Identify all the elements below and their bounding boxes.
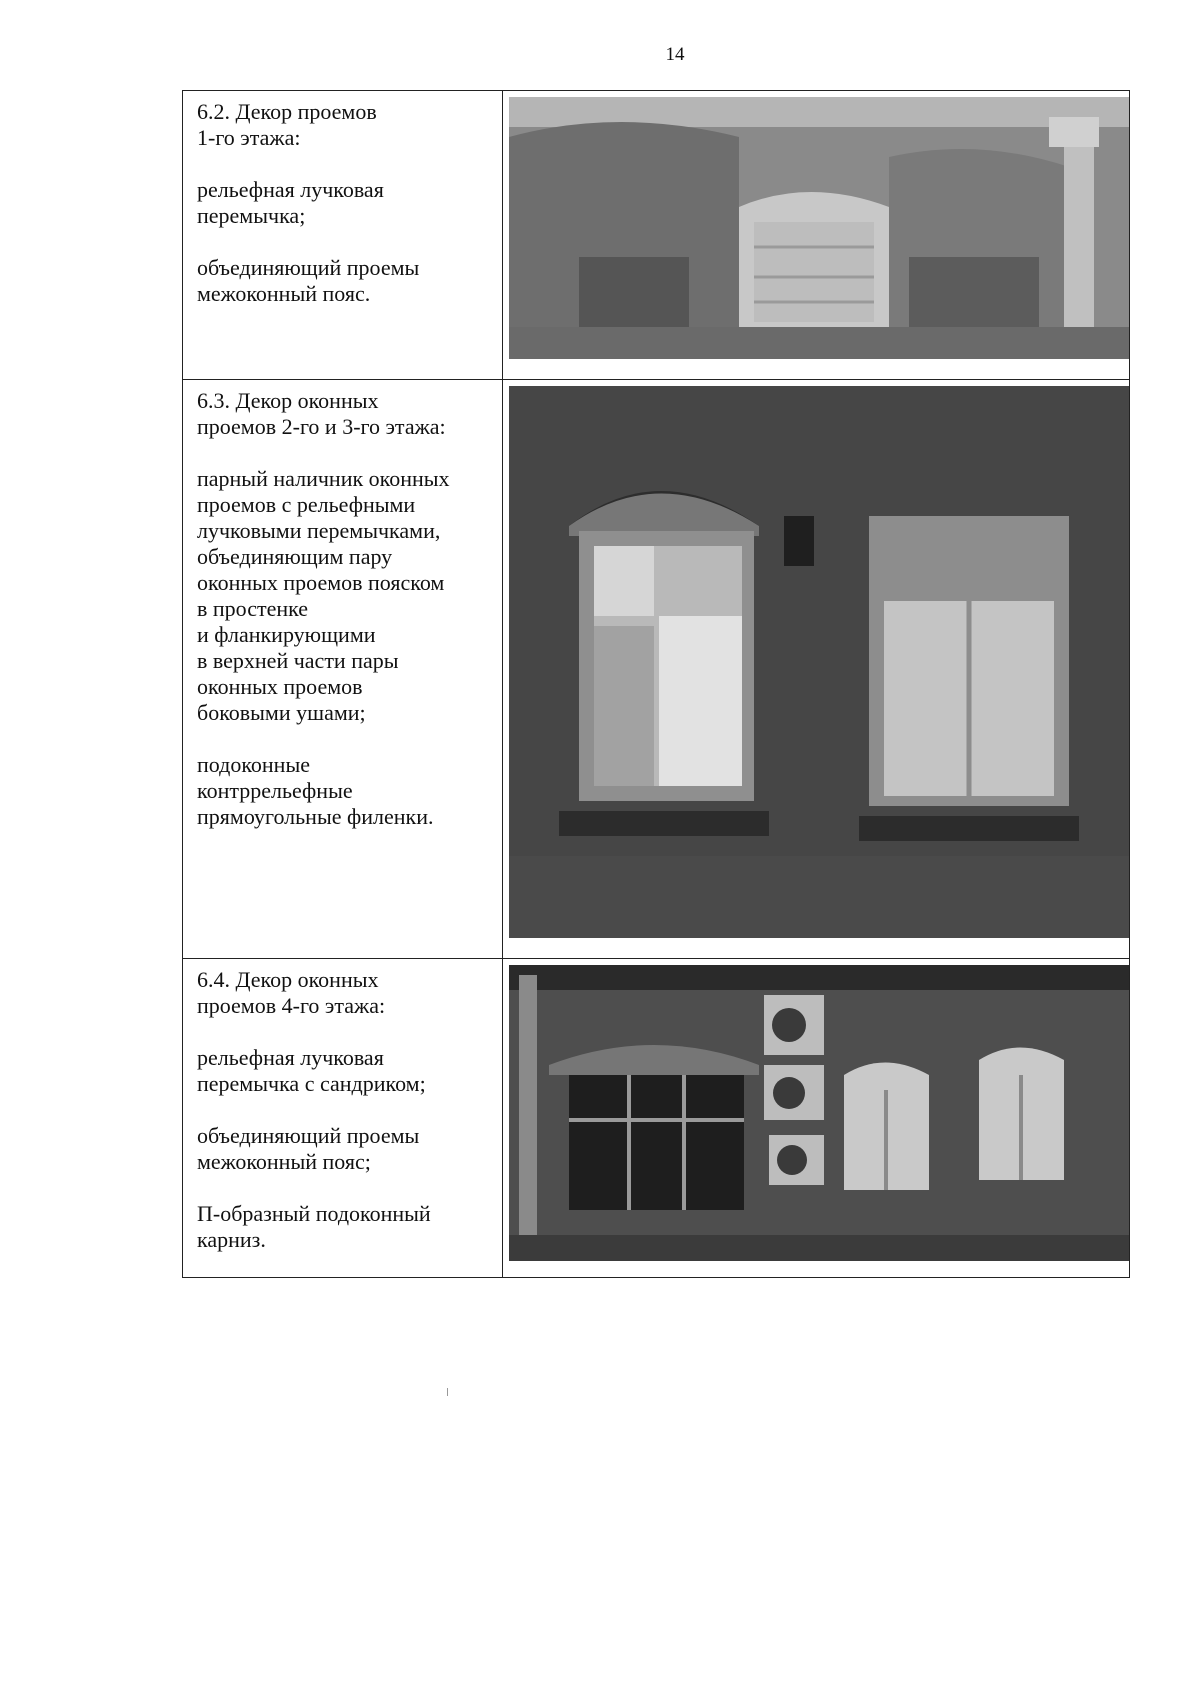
table-row xyxy=(183,959,1130,1278)
row-heading: 6.2. Декор проемов 1-го этажа: xyxy=(197,99,377,150)
table-row xyxy=(183,380,1130,959)
row-item: подоконные контррельефные прямоугольные филенки. xyxy=(197,752,434,829)
row-item: П-образный подоконный карниз. xyxy=(197,1201,431,1252)
row-heading: 6.4. Декор оконных проемов 4-го этажа: xyxy=(197,967,386,1018)
decor-table xyxy=(182,90,1130,1278)
first-floor-facade-photo xyxy=(509,97,1129,359)
page-number: 14 xyxy=(665,44,685,65)
scan-artifact xyxy=(447,1388,448,1396)
description-cell xyxy=(183,380,503,959)
row-item: рельефная лучковая перемычка; xyxy=(197,177,384,228)
row-item: парный наличник оконных проемов с рельефными лучковыми перемычками, объединяющим пару оконных проемов пояском в простенке и фланкирующими в верхней части пары оконных проемов боковыми ушами; xyxy=(197,466,450,725)
table-row xyxy=(183,91,1130,380)
photo-cell xyxy=(503,380,1130,959)
fourth-floor-windows-photo xyxy=(509,965,1129,1261)
description-cell xyxy=(183,959,503,1278)
photo-cell xyxy=(503,959,1130,1278)
row-item: рельефная лучковая перемычка с сандриком; xyxy=(197,1045,426,1096)
row-item: объединяющий проемы межоконный пояс. xyxy=(197,255,420,306)
row-heading: 6.3. Декор оконных проемов 2-го и 3-го этажа: xyxy=(197,388,446,439)
upper-floors-windows-photo xyxy=(509,386,1129,938)
description-cell xyxy=(183,91,503,380)
photo-cell xyxy=(503,91,1130,380)
row-item: объединяющий проемы межоконный пояс; xyxy=(197,1123,420,1174)
